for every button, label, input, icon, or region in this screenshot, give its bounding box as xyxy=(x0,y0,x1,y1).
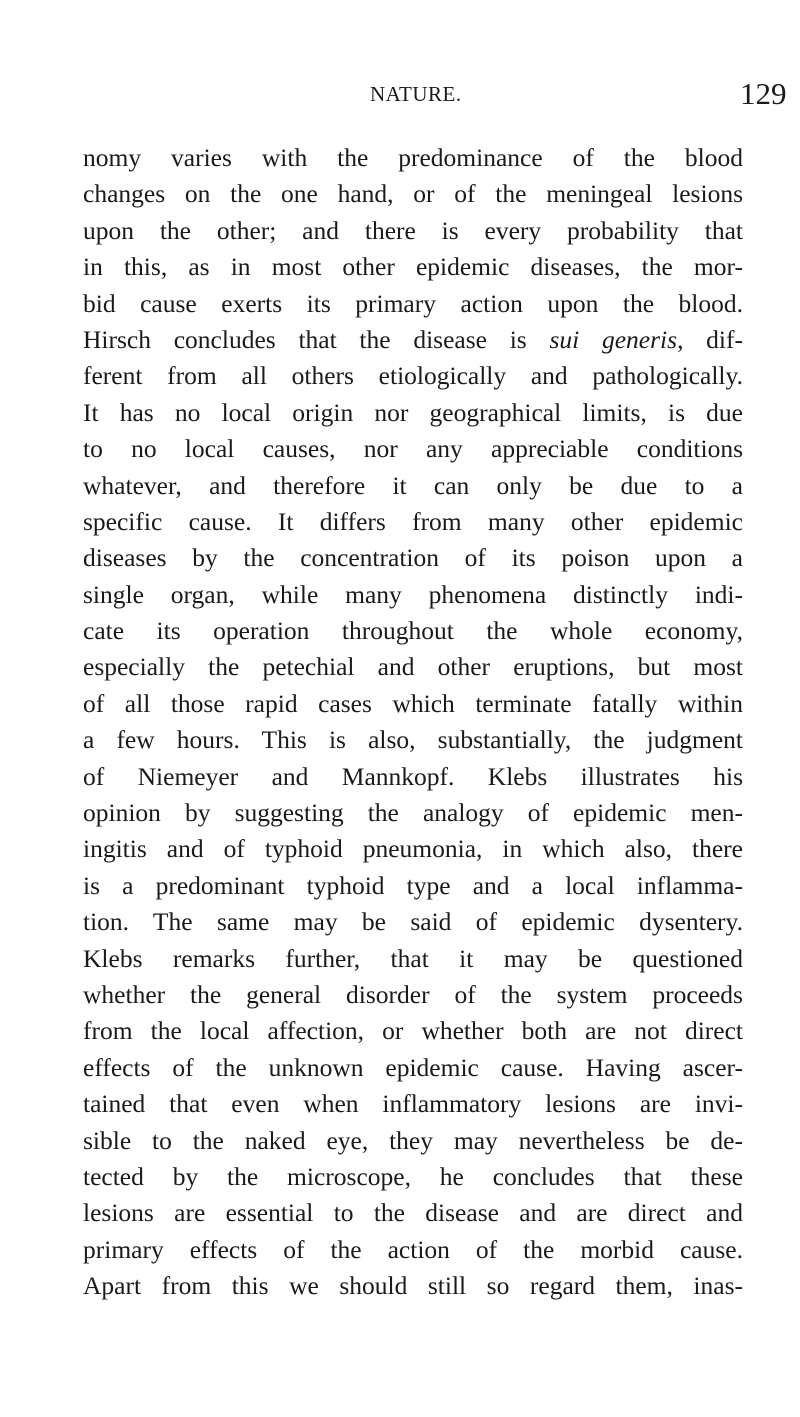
text-line: from the local affection, or whether both are not direct xyxy=(83,1016,743,1046)
text-line: tion. The same may be said of epidemic dysentery. xyxy=(83,907,743,937)
text-line: sible to the naked eye, they may nevertheless be de- xyxy=(83,1125,743,1155)
text-line: It has no local origin nor geographical limits, is due xyxy=(83,397,743,427)
text-line: a few hours. This is also, substantially, the judgment xyxy=(83,725,743,755)
text-line: of Niemeyer and Mannkopf. Klebs illustrates his xyxy=(83,761,743,791)
text-line: single organ, while many phenomena distinctly indi- xyxy=(83,579,743,609)
text-line: whatever, and therefore it can only be due to a xyxy=(83,470,743,500)
text-line: bid cause exerts its primary action upon the blood. xyxy=(83,288,743,318)
text-line: ingitis and of typhoid pneumonia, in which also, there xyxy=(83,834,743,864)
text-line: ferent from all others etiologically and pathologically. xyxy=(83,361,743,391)
text-line: nomy varies with the predominance of the blood xyxy=(83,143,743,172)
text-segment: Hirsch concludes that the disease is xyxy=(83,324,550,354)
body-text xyxy=(83,140,743,1305)
text-line: whether the general disorder of the system proceeds xyxy=(83,979,743,1009)
text-line: opinion by suggesting the analogy of epidemic men- xyxy=(83,798,743,828)
text-line: Klebs remarks further, that it may be questioned xyxy=(83,943,743,973)
text-line: Apart from this we should still so regard them, inas- xyxy=(83,1271,743,1301)
text-line: upon the other; and there is every probability that xyxy=(83,215,743,245)
text-line: tected by the microscope, he concludes that these xyxy=(83,1161,743,1191)
text-line: in this, as in most other epidemic diseases, the mor- xyxy=(83,252,743,282)
text-line: is a predominant typhoid type and a local inflamma- xyxy=(83,870,743,900)
text-line: effects of the unknown epidemic cause. Having ascer- xyxy=(83,1052,743,1082)
text-line: to no local causes, nor any appreciable conditions xyxy=(83,434,743,464)
text-line: tained that even when inflammatory lesions are invi- xyxy=(83,1089,743,1119)
text-line xyxy=(83,322,743,358)
text-line: cate its operation throughout the whole economy, xyxy=(83,616,743,646)
running-head: NATURE. xyxy=(370,82,462,106)
text-line: of all those rapid cases which terminate fatally within xyxy=(83,688,743,718)
page-number: 129 xyxy=(740,76,787,111)
text-line: specific cause. It differs from many other epidemic xyxy=(83,506,743,536)
text-segment: , dif- xyxy=(677,324,744,354)
latin-phrase: sui generis xyxy=(549,324,678,354)
text-line: primary effects of the action of the morbid cause. xyxy=(83,1234,743,1264)
text-line: lesions are essential to the disease and are direct and xyxy=(83,1198,743,1228)
text-line: especially the petechial and other eruptions, but most xyxy=(83,652,743,682)
text-line: diseases by the concentration of its poison upon a xyxy=(83,543,743,573)
text-line: changes on the one hand, or of the meningeal lesions xyxy=(83,179,743,209)
